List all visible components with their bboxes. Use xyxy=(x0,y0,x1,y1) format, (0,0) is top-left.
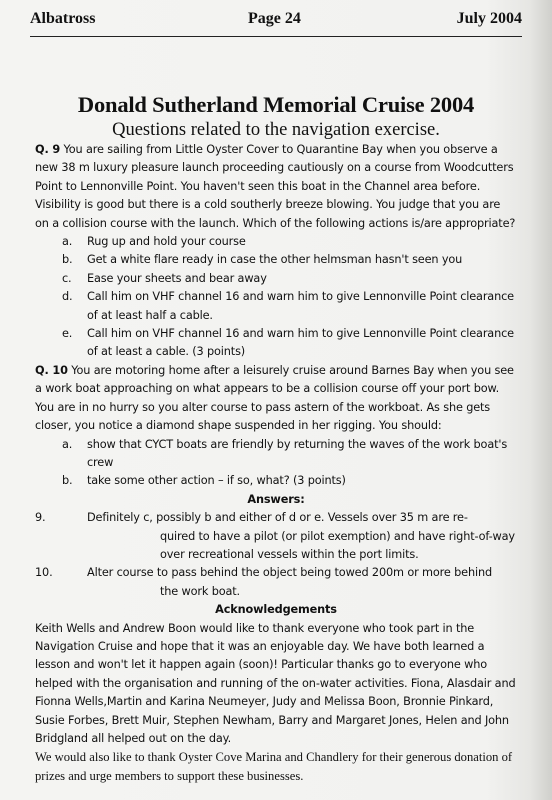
question-10-option xyxy=(35,472,517,490)
option-text: Ease your sheets and bear away xyxy=(87,271,267,285)
question-9-option xyxy=(35,325,517,362)
option-label: d. xyxy=(62,290,73,304)
answer-text-continued: the work boat. xyxy=(160,584,240,598)
article-title: Donald Sutherland Memorial Cruise 2004 xyxy=(77,92,475,117)
page-number: Page 24 xyxy=(248,10,301,27)
article-body xyxy=(35,141,517,785)
option-label: a. xyxy=(62,437,73,451)
question-9-option xyxy=(35,270,517,288)
option-text: Get a white flare ready in case the other helmsman hasn't seen you xyxy=(87,253,463,267)
answers-heading: Answers: xyxy=(247,492,305,506)
option-text: take some other action – if so, what? (3 points) xyxy=(87,474,346,488)
answer-text-continued: quired to have a pilot (or pilot exemption) and have right-of-way over recreational vessels within the port limits. xyxy=(160,529,515,561)
question-9-number: Q. 9 xyxy=(35,143,61,156)
question-9-option xyxy=(35,233,517,251)
page-header xyxy=(30,10,522,34)
question-9-option xyxy=(35,288,517,325)
option-label: e. xyxy=(62,327,73,341)
issue-date: July 2004 xyxy=(456,10,522,27)
answer-text: Alter course to pass behind the object being towed 200m or more behind xyxy=(87,566,492,580)
header-rule xyxy=(30,36,522,37)
option-text: Call him on VHF channel 16 and warn him to give Lennonville Point clearance of at least a cable. (3 points) xyxy=(87,327,514,359)
option-label: b. xyxy=(62,253,73,267)
option-label: c. xyxy=(62,271,72,285)
question-9-option xyxy=(35,251,517,269)
question-10-text: You are motoring home after a leisurely cruise around Barnes Bay when you see a work boat approaching on what appears to be a collision course off your port bow. You are in no hurry so you alter course to pass astern of the workboat. As she gets closer, you notice a diamond shape suspended in her rigging. You should: xyxy=(35,363,514,433)
answer-item xyxy=(35,564,517,601)
sponsors-thanks: We would also like to thank Oyster Cove Marina and Chandlery for their generous donation of prizes and urge members to support these businesses. xyxy=(35,750,513,783)
option-label: a. xyxy=(62,235,73,249)
acknowledgements-heading: Acknowledgements xyxy=(215,603,337,617)
answer-item xyxy=(35,509,517,564)
question-10 xyxy=(35,362,517,436)
question-10-option xyxy=(35,436,517,473)
acknowledgements-text: Keith Wells and Andrew Boon would like to thank everyone who took part in the Navigation Cruise and hope that it was an enjoyable day. We have both learned a lesson and won't let it happen again (soon)! Particular thanks go to everyone who helped with the organisation and running of the on-water activities. Fiona, Alasdair and Fionna Wells,Martin and Karina Neumeyer, Judy and Melissa Boon, Bronnie Pinkard, Susie Forbes, Brett Muir, Stephen Newham, Barry and Margaret Jones, Helen and John Bridgland all helped out on the day. xyxy=(35,621,516,745)
question-10-number: Q. 10 xyxy=(35,363,68,377)
option-text: Rug up and hold your course xyxy=(87,235,246,249)
answer-number: 10. xyxy=(35,566,53,580)
question-9 xyxy=(35,141,517,233)
answer-number: 9. xyxy=(35,511,46,525)
answer-text: Definitely c, possibly b and either of d or e. Vessels over 35 m are re- xyxy=(87,511,468,525)
question-9-text: You are sailing from Little Oyster Cover to Quarantine Bay when you observe a new 38 m luxury pleasure launch proceeding cautiously on a course from Woodcutters Point to Lennonville Point. You haven't seen this boat in the Channel area before. Visibility is good but there is a cold southerly breeze blowing. You judge that you are on a collision course with the launch. Which of the following actions is/are appropriate? xyxy=(35,143,516,230)
option-text: Call him on VHF channel 16 and warn him to give Lennonville Point clearance of at least half a cable. xyxy=(87,290,514,322)
option-text: show that CYCT boats are friendly by returning the waves of the work boat's crew xyxy=(87,437,508,469)
article-subtitle: Questions related to the navigation exercise. xyxy=(112,120,440,140)
option-label: b. xyxy=(62,474,73,488)
newsletter-name: Albatross xyxy=(30,10,96,27)
